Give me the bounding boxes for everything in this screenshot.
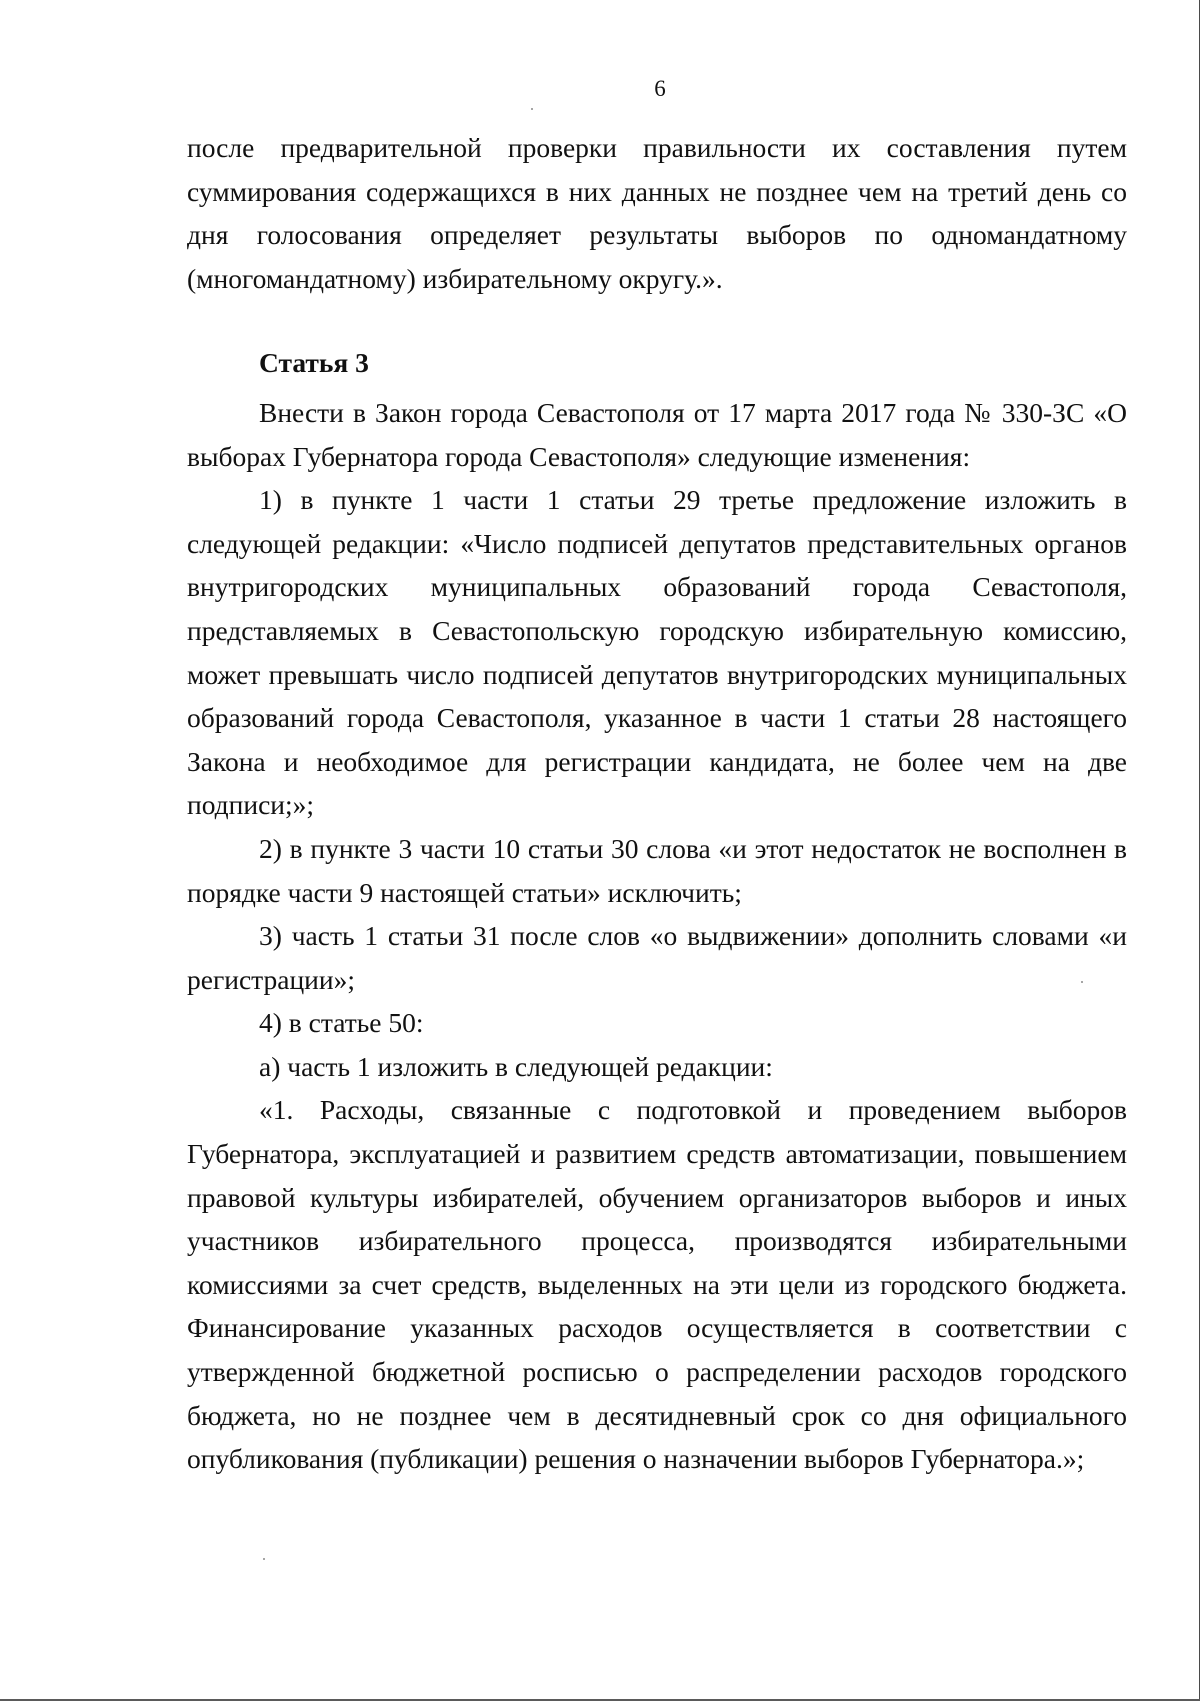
article-heading: Статья 3 [259, 347, 369, 379]
amendment-item-3: 3) часть 1 статьи 31 после слов «о выдвижении» дополнить словами «и регистрации»; [187, 920, 1127, 995]
amendment-item-1: 1) в пункте 1 части 1 статьи 29 третье предложение изложить в следующей редакции: «Число подписей депутатов представительных органов внутригородских муниципальных образований города Севастополя, представляемых в Севастопольскую городскую избирательную комиссию, может превышать число подписей депутатов внутригородских муниципальных образований города Севастополя, указанное в части 1 статьи 28 настоящего Закона и необходимое для регистрации кандидата, не более чем на две подписи;»; [187, 484, 1127, 821]
document-body [187, 126, 1127, 1481]
page-number: 6 [654, 76, 666, 101]
scan-speck [531, 108, 533, 110]
amendment-subitem-a: а) часть 1 изложить в следующей редакции: [259, 1050, 773, 1082]
continuation-paragraph: после предварительной проверки правильности их составления путем суммирования содержащихся в них данных не позднее чем на третий день со дня голосования определяет результаты выборов по одномандатному (многомандатному) избирательному округу.». [187, 132, 1127, 294]
amendment-item-2: 2) в пункте 3 части 10 статьи 30 слова «и этот недостаток не восполнен в порядке части 9 настоящей статьи» исключить; [187, 832, 1127, 908]
scan-speck [1081, 981, 1083, 983]
amendment-intro-paragraph: Внести в Закон города Севастополя от 17 марта 2017 года № 330-ЗС «О выборах Губернатора города Севастополя» следующие изменения: [187, 396, 1127, 472]
scan-speck [263, 1558, 265, 1560]
amendment-item-4: 4) в статье 50: [259, 1007, 424, 1039]
quoted-new-text: «1. Расходы, связанные с подготовкой и проведением выборов Губернатора, эксплуатацией и развитием средств автоматизации, повышением правовой культуры избирателей, обучением организаторов выборов и иных участников избирательного процесса, производятся избирательными комиссиями за счет средств, выделенных на эти цели из городского бюджета. Финансирование указанных расходов осуществляется в соответствии с утвержденной бюджетной росписью о распределении расходов городского бюджета, но не позднее чем в десятидневный срок со дня официального опубликования (публикации) решения о назначении выборов Губернатора.»; [187, 1094, 1127, 1475]
